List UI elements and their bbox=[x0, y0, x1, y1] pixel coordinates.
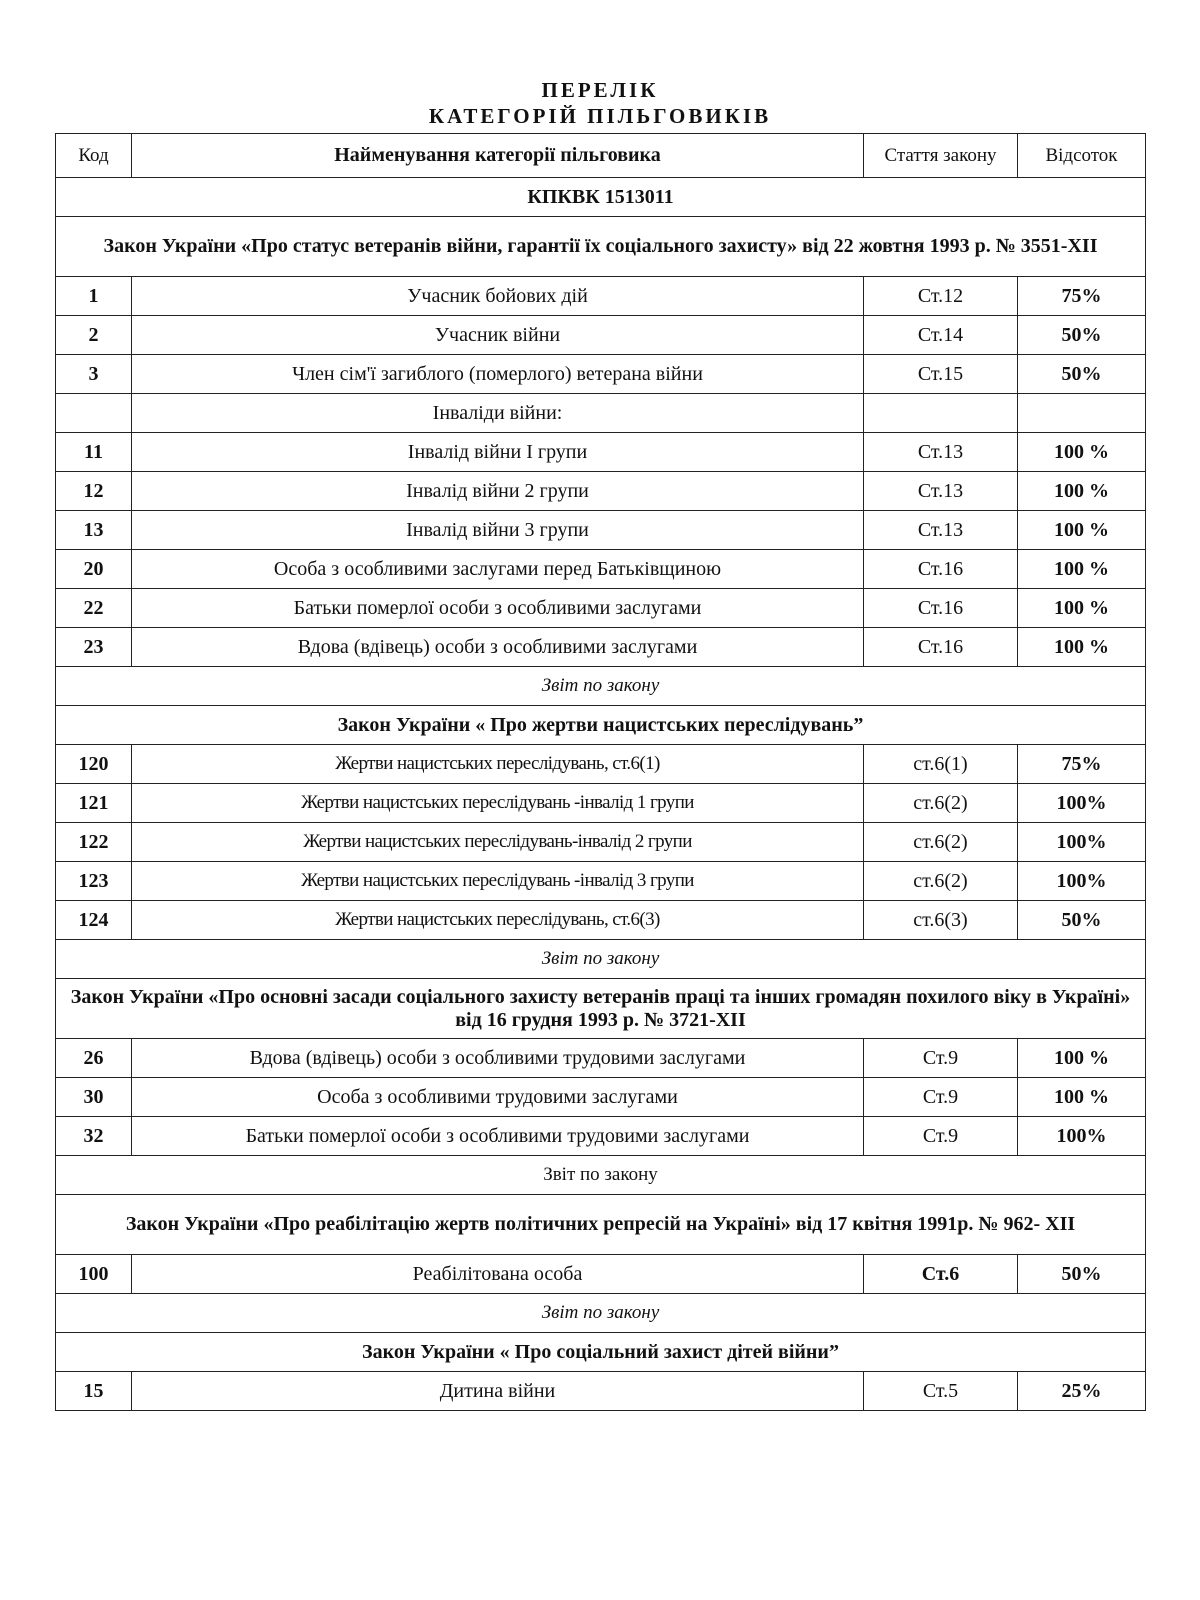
category-code: 123 bbox=[56, 862, 132, 901]
law-heading: Закон України «Про реабілітацію жертв політичних репресій на Україні» від 17 квітня 1991р. № 962- ХІІ bbox=[56, 1195, 1146, 1255]
category-code: 11 bbox=[56, 433, 132, 472]
law-article: Ст.9 bbox=[864, 1039, 1018, 1078]
category-code: 1 bbox=[56, 277, 132, 316]
category-code: 30 bbox=[56, 1078, 132, 1117]
document-subtitle: КАТЕГОРІЙ ПІЛЬГОВИКІВ bbox=[428, 104, 772, 128]
category-name: Інвалід війни І групи bbox=[132, 433, 864, 472]
law-article: Ст.9 bbox=[864, 1078, 1018, 1117]
table-row bbox=[56, 1372, 1146, 1411]
law-article: Ст.6 bbox=[864, 1255, 1018, 1294]
discount-percent: 100 % bbox=[1018, 511, 1146, 550]
table-row bbox=[56, 355, 1146, 394]
category-code: 13 bbox=[56, 511, 132, 550]
law-article: Ст.16 bbox=[864, 589, 1018, 628]
table-header-row bbox=[56, 134, 1146, 178]
law-heading-row bbox=[56, 217, 1146, 277]
category-name: Жертви нацистських переслідувань, ст.6(1) bbox=[132, 745, 864, 784]
header-code: Код bbox=[56, 134, 132, 178]
report-label: Звіт по закону bbox=[56, 667, 1146, 706]
discount-percent: 100% bbox=[1018, 1117, 1146, 1156]
law-heading: Закон України « Про соціальний захист дітей війни” bbox=[56, 1333, 1146, 1372]
category-code: 15 bbox=[56, 1372, 132, 1411]
law-article: ст.6(2) bbox=[864, 784, 1018, 823]
category-name: Дитина війни bbox=[132, 1372, 864, 1411]
category-code: 32 bbox=[56, 1117, 132, 1156]
category-code: 20 bbox=[56, 550, 132, 589]
law-heading: Закон України « Про жертви нацистських переслідувань” bbox=[56, 706, 1146, 745]
report-label: Звіт по закону bbox=[56, 1156, 1146, 1195]
table-row bbox=[56, 823, 1146, 862]
category-code: 120 bbox=[56, 745, 132, 784]
discount-percent: 100% bbox=[1018, 784, 1146, 823]
law-article: Ст.15 bbox=[864, 355, 1018, 394]
table-row bbox=[56, 316, 1146, 355]
table-row bbox=[56, 1255, 1146, 1294]
category-name: Учасник бойових дій bbox=[132, 277, 864, 316]
table-row bbox=[56, 1117, 1146, 1156]
report-label: Звіт по закону bbox=[56, 1294, 1146, 1333]
header-name: Найменування категорії пільговика bbox=[132, 134, 864, 178]
kpkvk-row bbox=[56, 178, 1146, 217]
discount-percent: 50% bbox=[1018, 316, 1146, 355]
category-code: 122 bbox=[56, 823, 132, 862]
law-heading: Закон України «Про основні засади соціального захисту ветеранів праці та інших громадян похилого віку в Україні» від 16 грудня 1993 р. № 3721-ХІІ bbox=[56, 979, 1146, 1039]
category-code: 12 bbox=[56, 472, 132, 511]
discount-percent: 100 % bbox=[1018, 1039, 1146, 1078]
category-name: Батьки померлої особи з особливими заслугами bbox=[132, 589, 864, 628]
category-name: Жертви нацистських переслідувань, ст.6(3) bbox=[132, 901, 864, 940]
report-row bbox=[56, 667, 1146, 706]
report-label: Звіт по закону bbox=[56, 940, 1146, 979]
category-name: Вдова (вдівець) особи з особливими трудовими заслугами bbox=[132, 1039, 864, 1078]
subheading-row bbox=[56, 394, 1146, 433]
category-name: Жертви нацистських переслідувань -інвалід 3 групи bbox=[132, 862, 864, 901]
discount-percent: 50% bbox=[1018, 1255, 1146, 1294]
law-article: Ст.13 bbox=[864, 511, 1018, 550]
discount-percent: 25% bbox=[1018, 1372, 1146, 1411]
category-name: Інвалід війни 2 групи bbox=[132, 472, 864, 511]
law-article: Ст.5 bbox=[864, 1372, 1018, 1411]
law-heading-row bbox=[56, 1333, 1146, 1372]
law-heading-row bbox=[56, 1195, 1146, 1255]
report-row bbox=[56, 1156, 1146, 1195]
table-row bbox=[56, 550, 1146, 589]
discount-percent: 100 % bbox=[1018, 550, 1146, 589]
document-title: ПЕРЕЛІК bbox=[541, 78, 659, 102]
discount-percent: 100 % bbox=[1018, 589, 1146, 628]
law-article: ст.6(2) bbox=[864, 862, 1018, 901]
law-article: Ст.12 bbox=[864, 277, 1018, 316]
subheading-invalids: Інваліди війни: bbox=[132, 394, 864, 433]
category-name: Вдова (вдівець) особи з особливими заслугами bbox=[132, 628, 864, 667]
privilege-categories-table bbox=[55, 133, 1146, 1411]
law-article: Ст.13 bbox=[864, 433, 1018, 472]
law-heading: Закон України «Про статус ветеранів війни, гарантії їх соціального захисту» від 22 жовтня 1993 р. № 3551-ХІІ bbox=[56, 217, 1146, 277]
discount-percent: 100 % bbox=[1018, 1078, 1146, 1117]
table-row bbox=[56, 1078, 1146, 1117]
category-name: Жертви нацистських переслідувань -інвалід 1 групи bbox=[132, 784, 864, 823]
category-name: Особа з особливими заслугами перед Батьківщиною bbox=[132, 550, 864, 589]
discount-percent: 100% bbox=[1018, 862, 1146, 901]
category-name: Особа з особливими трудовими заслугами bbox=[132, 1078, 864, 1117]
table-row bbox=[56, 784, 1146, 823]
category-name: Член сім'ї загиблого (померлого) ветерана війни bbox=[132, 355, 864, 394]
category-name: Реабілітована особа bbox=[132, 1255, 864, 1294]
category-code: 22 bbox=[56, 589, 132, 628]
table-row bbox=[56, 745, 1146, 784]
header-percent: Відсоток bbox=[1018, 134, 1146, 178]
law-article: ст.6(2) bbox=[864, 823, 1018, 862]
category-code: 2 bbox=[56, 316, 132, 355]
law-article: ст.6(3) bbox=[864, 901, 1018, 940]
discount-percent: 75% bbox=[1018, 277, 1146, 316]
table-row bbox=[56, 589, 1146, 628]
table-row bbox=[56, 472, 1146, 511]
law-article: Ст.16 bbox=[864, 550, 1018, 589]
report-row bbox=[56, 940, 1146, 979]
category-code: 26 bbox=[56, 1039, 132, 1078]
table-row bbox=[56, 862, 1146, 901]
discount-percent: 50% bbox=[1018, 355, 1146, 394]
discount-percent: 100 % bbox=[1018, 433, 1146, 472]
category-code: 23 bbox=[56, 628, 132, 667]
category-name: Жертви нацистських переслідувань-інвалід 2 групи bbox=[132, 823, 864, 862]
discount-percent: 100% bbox=[1018, 823, 1146, 862]
category-code: 3 bbox=[56, 355, 132, 394]
table-row bbox=[56, 1039, 1146, 1078]
table-row bbox=[56, 628, 1146, 667]
category-code: 100 bbox=[56, 1255, 132, 1294]
table-row bbox=[56, 433, 1146, 472]
discount-percent: 100 % bbox=[1018, 628, 1146, 667]
discount-percent: 75% bbox=[1018, 745, 1146, 784]
category-code: 121 bbox=[56, 784, 132, 823]
law-article: Ст.14 bbox=[864, 316, 1018, 355]
law-heading-row bbox=[56, 979, 1146, 1039]
discount-percent: 50% bbox=[1018, 901, 1146, 940]
table-row bbox=[56, 901, 1146, 940]
law-article: ст.6(1) bbox=[864, 745, 1018, 784]
category-name: Учасник війни bbox=[132, 316, 864, 355]
law-article: Ст.16 bbox=[864, 628, 1018, 667]
table-row bbox=[56, 511, 1146, 550]
category-name: Інвалід війни 3 групи bbox=[132, 511, 864, 550]
table-row bbox=[56, 277, 1146, 316]
law-article: Ст.9 bbox=[864, 1117, 1018, 1156]
category-name: Батьки померлої особи з особливими трудовими заслугами bbox=[132, 1117, 864, 1156]
kpkvk-label: КПКВК 1513011 bbox=[56, 178, 1146, 217]
law-article: Ст.13 bbox=[864, 472, 1018, 511]
category-code: 124 bbox=[56, 901, 132, 940]
discount-percent: 100 % bbox=[1018, 472, 1146, 511]
report-row bbox=[56, 1294, 1146, 1333]
header-article: Стаття закону bbox=[864, 134, 1018, 178]
law-heading-row bbox=[56, 706, 1146, 745]
